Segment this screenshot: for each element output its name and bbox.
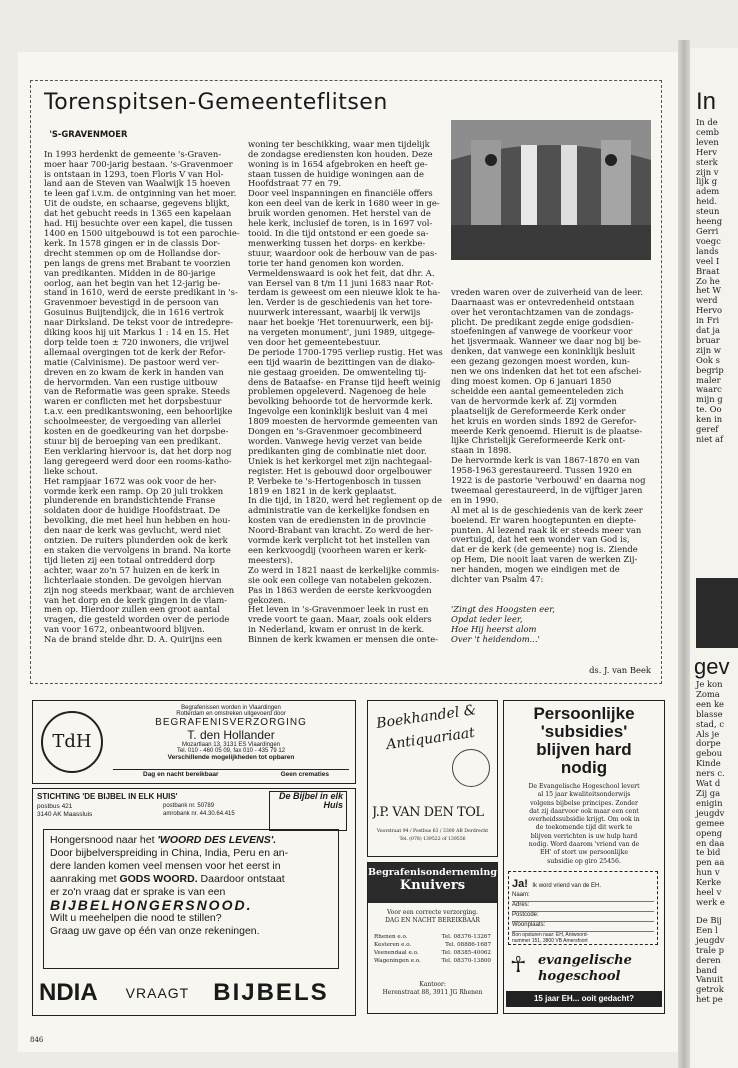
article-column-3	[451, 268, 651, 686]
hollander-line1: Begrafenissen worden in Vlaardingen	[181, 705, 281, 711]
bijbel-footer-1: NDIA	[39, 979, 98, 1006]
boekhandel-script-2: Antiquariaat	[385, 724, 476, 754]
right-title: In	[696, 88, 717, 115]
right-page	[690, 48, 738, 1068]
ehs-banner: 15 jaar EH... ooit gedacht?	[506, 991, 662, 1007]
article-text-3: vreden waren over de zuiverheid van de leer. Daarnaast was er ontevredenheid ontstaan over het verontachtzamen van de zondags- plicht. De predikant zegde enige godsdien- stoefeningen af vanwege de voorkeur voor het ijsvermaak. Wanneer we daar nog bij be- denken, dat vanwege een koninklijk besluit een gezang gezongen moest worden, kun- nen we ons indenken dat het tot een afschei- ding moest komen. Op 6 januari 1850 scheidde een aantal gemeenteleden zich van de hervormde kerk af. Zij vormden plaatselijk de Gereformeerde Kerk onder het kruis en worden sinds 1892 de Gerefor- meerde Kerk genoemd. Hieruit is de plaatse- lijke Christelijk Gereformeerde Kerk ont- staan in 1898. De hervormde kerk is van 1867-1870 en van 1958-1963 gerestaureerd. Tussen 1920 en 1922 is de pastorie 'verbouwd' en daarna nog tweemaal gerestaureerd, in de vijftiger jaren en in 1990. Al met al is de geschiedenis van de kerk zeer boeiend. Er waren hoogtepunten en diepte- punten. Al lezend raak ik er steeds meer van overtuigd, dat het een wonder van God is, dat er de kerk (de gemeente) nog is. Ziende op Hem, Die nooit laat varen de werken Zij- ner handen, mogen we eindigen met de dichter van Psalm 47:	[451, 286, 646, 585]
knuivers-ad	[367, 862, 498, 1014]
hollander-phone: Tel. 010 - 460 05 09, fax 010 - 435 79 12	[176, 748, 286, 754]
hollander-address: Mozartlaan 13, 3131 ES Vlaardingen	[181, 742, 281, 748]
knuivers-place-phone: Tel. 08385-40062	[441, 950, 491, 956]
hollander-insurance: Verschillende mogelijkheden tot opbaren	[167, 754, 295, 761]
bijbel-footer-3: BIJBELS	[213, 979, 329, 1006]
ehs-send: Bon opsturen naar: EH, Antwoord- nummer 151, 3800 VB Amersfoort	[512, 932, 589, 944]
bijbel-amro: amrobank nr. 44.30.64.415	[163, 811, 235, 817]
ehs-body: De Evangelische Hogeschool levert al 15 jaar kwaliteitsonderwijs volgens bijbelse principes. Zonder dat zij daarvoor ook maar een cent overheidssubsidie krijgt. Om ook in de toekomende tijd dit werk te blijven verrichten is uw hulp hard nodig. Word daarom 'vriend van de EH' of stort uw persoonlijke subsidie op giro 25456.	[528, 783, 640, 865]
boekhandel-name: J.P. VAN DEN TOL	[372, 805, 484, 820]
knuivers-places	[374, 933, 491, 965]
bijbel-postbus: postbus 421	[37, 803, 73, 810]
ehs-heading: Persoonlijke 'subsidies' blijven hard nodig	[533, 704, 635, 777]
page-gutter	[678, 40, 690, 1068]
right-text-2: Je kon Zoma een ke blasse stad, c Als je dorpe gebou Kinde ners c. Wat d Zij ga enigin jeugdv gemee openg en daa te bid pen aa hun v Kerke heel v werk e	[696, 679, 725, 907]
hollander-logo: TdH	[41, 711, 103, 773]
ehs-field-city[interactable]: Woonplaats:	[512, 922, 654, 932]
ehs-ja: Ja!	[512, 878, 528, 890]
right-text-3: De Bij Een l jeugdv trale p deren band Vanuit getrok het pe	[696, 915, 725, 1005]
knuivers-office-addr: Herenstraat 88, 3911 JG Rhenen	[382, 989, 483, 996]
knuivers-place-row	[374, 933, 491, 941]
bijbel-footer-2: VRAAGT	[125, 985, 190, 1001]
knuivers-sub2: DAG EN NACHT BEREIKBAAR	[385, 917, 480, 924]
knuivers-sub1: Voor een correcte verzorging.	[387, 909, 478, 916]
knuivers-heading: Begrafenisonderneming	[368, 867, 497, 878]
page-number: 846	[30, 1036, 44, 1044]
knuivers-place-name: Wageningen e.o.	[374, 958, 421, 964]
ehs-logo-icon: ☥	[510, 953, 527, 978]
bijbel-city: 3140 AK Maassluis	[37, 811, 93, 818]
psalm-quote: 'Zingt des Hoogsten eer, Opdat ieder leer, Hoe Hij heerst alom Over 't heidendom...'	[451, 603, 555, 644]
ehs-logo-1: evangelische	[538, 953, 632, 968]
boekhandel-address: Voorstraat 94 / Postbus 63 / 3300 AB Dordrecht	[376, 829, 489, 834]
ehs-ja-text: Ik word vriend van de EH.	[532, 883, 602, 889]
ehs-field-address[interactable]: Adres:	[512, 902, 654, 912]
knuivers-heading-bar	[368, 863, 497, 903]
boekhandel-ad	[367, 700, 498, 857]
bijbel-body2-end: Daardoor ontstaat er zo'n vraag dat er sprake is van een	[50, 873, 285, 898]
hollander-line2: Rotterdam en omstreken uitgevoerd door	[176, 711, 286, 717]
hollander-no-cremation: Geen crematies	[280, 771, 329, 778]
ehs-field-postcode[interactable]: Postcode:	[512, 912, 654, 922]
bijbel-body1-em: 'WOORD DES LEVENS'.	[157, 834, 277, 846]
bijbel-body1: Hongersnood naar het	[50, 834, 158, 846]
bijbel-stichting: STICHTING 'DE BIJBEL IN ELK HUIS'	[37, 792, 178, 801]
church-interior-photo	[451, 120, 651, 260]
ehs-logo-2: hogeschool	[538, 969, 621, 984]
article-column-2	[248, 120, 444, 655]
right-heading-2: gev	[694, 654, 730, 679]
church-photo-image	[451, 120, 651, 260]
knuivers-name: Knuivers	[399, 878, 466, 893]
knuivers-place-name: Kesteren e.o.	[374, 942, 412, 948]
knuivers-place-phone: Tel. 08370-13800	[441, 958, 491, 964]
bijbel-body3: BIJBELHONGERSNOOD.	[50, 897, 253, 913]
knuivers-place-name: Rhenen e.o.	[374, 934, 408, 940]
knuivers-place-name: Veenendaal e.o.	[374, 950, 419, 956]
bijbel-body2-bold: GODS WOORD.	[119, 873, 198, 885]
bijbel-ad	[32, 788, 356, 1016]
article-column-1	[44, 120, 242, 655]
hollander-name: T. den Hollander	[187, 728, 275, 742]
hollander-day-night: Dag en nacht bereikbaar	[143, 771, 219, 778]
article-author: ds. J. van Beek	[589, 665, 651, 676]
ehs-ad	[503, 700, 665, 1014]
hollander-heading: BEGRAFENISVERZORGING	[155, 717, 307, 728]
boekhandel-phone: Tel. (078) 139522 of 139556	[399, 837, 466, 842]
right-photo	[696, 578, 738, 648]
bijbel-postbank: postbank nr. 50789	[163, 803, 215, 809]
knuivers-place-phone: Tel. 08886-1687	[445, 942, 491, 948]
article-heading: 'S-GRAVENMOER	[49, 128, 128, 139]
bijbel-inner-box	[43, 829, 339, 969]
knuivers-place-row	[374, 957, 491, 965]
boekhandel-stamp	[452, 749, 490, 787]
bijbel-body4: Wilt u meehelpen die nood te stillen? Graag uw gave op één van onze rekeningen.	[50, 912, 260, 937]
ehs-field-name[interactable]: Naam:	[512, 892, 654, 902]
article-title: Torenspitsen-Gemeenteflitsen	[44, 90, 388, 115]
hollander-ad	[32, 700, 356, 784]
knuivers-place-phone: Tel. 08376-13267	[441, 934, 491, 940]
bijbel-logo: De Bijbel in elk Huis	[269, 791, 347, 831]
bijbel-body2: Door bijbelverspreiding in China, India, Peru en an- dere landen komen veel mensen voor het eerst in aanraking met	[50, 847, 289, 885]
knuivers-office: Kantoor:	[419, 981, 446, 988]
article-text-2: woning ter beschikking, waar men tijdelijk de zondagse erediensten kon houden. Deze woning is in 1654 afgebroken en heeft ge- staan tussen de huidige woningen aan de Hoofdstraat 77 en 79. Door veel inspanningen en financiële offers kon een deel van de kerk in 1680 weer in ge- bruik worden genomen. Het herstel van de hele kerk, inclusief de toren, is in 1697 vol- tooid. In die tijd ontstond er een goede sa- menwerking tussen het dorps- en kerkbe- stuur, waardoor ook de herbouw van de pas- torie ter hand genomen kon worden. Vermeldenswaard is ook het feit, dat dhr. A. van Eersel van 8 t/m 11 juni 1683 naar Rot- terdam is geweest om een nieuwe klok te ha- len. Verder is de geschiedenis van het tore- nuurwerk interessant, waarbij ik verwijs naar het boekje 'Het torenuurwerk, een bij- na vergeten monument', juni 1989, uitgege- ven door het gemeentebestuur. De periode 1700-1795 verliep rustig. Het was een tijd waarin de bezittingen van de diako- nie gestaag groeiden. De omwenteling tij- dens de Bataafse- en Franse tijd heeft weinig problemen opgeleverd. Nagenoeg de hele bevolking behoorde tot de hervormde kerk. Ingevolge een koninklijk besluit van 4 mei 1809 moesten de hervormde gemeenten van Dongen en 's-Gravenmoer gecombineerd worden. Vanwege hevig verzet van beide predikanten ging de combinatie niet door. Uniek is het kerkorgel met zijn nachtegaal- register. Het is gebouwd door orgelbouwer P. Verbeke te 's-Hertogenbosch in tussen 1819 en 1821 in de kerk geplaatst. In die tijd, in 1820, werd het reglement op de administratie van de kerkelijke fondsen en kosten van de erediensten in de provincie Noord-Brabant van kracht. Zo werd de her- vormde kerk verplicht tot het instellen van een kerkvoogdij (voorheen waren er kerk- meesters). Zo werd in 1821 naast de kerkelijke commis- sie ook een college van notabelen gekozen. Pas in 1863 werden de eerste kerkvoogden gekozen. Het leven in 's-Gravenmoer leek in rust en vrede voort te gaan. Maar, zoals ook elders in Nederland, kwam er onrust in de kerk. Binnen de kerk kwamen er mensen die onte-	[248, 138, 443, 645]
boekhandel-script-1: Boekhandel &	[375, 702, 478, 732]
ehs-form	[508, 871, 658, 945]
knuivers-place-row	[374, 941, 491, 949]
article-text-1: In 1993 herdenkt de gemeente 's-Graven- moer haar 700-jarig bestaan. 's-Gravenmoer is ontstaan in 1293, toen Floris V van Hol- land aan de Steven van Waalwijk 15 hoeven te leen gaf i.v.m. de ontginning van het moer. Uit de oudste, en schaarse, gegevens blijkt, dat het gebucht reeds in 1365 een kapelaan had. Hij besuchte over een kapel, die tussen 1400 en 1500 uitgebouwd is tot een parochie- kerk. In 1578 gingen er in de classis Dor- drecht stemmen op om de Hollandse dor- pen langs de grens met Brabant te voorzien van predikanten. Midden in de 80-jarige oorlog, aan het begin van het 12-jarig be- stand in 1610, werd de eerste predikant in 's- Gravenmoer bevestigd in de persoon van Gosuinus Buijtendijck, die in 1616 vertrok naar Dirksland. De tekst voor de intredepre- diking koos hij uit Markus 1 : 14 en 15. Het dorp telde toen ± 720 inwoners, die vrijwel allemaal overgingen tot de kerk der Refor- matie (Calvinisme). De pastoor werd ver- dreven en zo kwam de kerk in handen van de hervormden. Van een rustige uitbouw van de Reformatie was geen sprake. Steeds waren er conflicten met het dorpsbestuur t.a.v. een predikantswoning, een behoorlijke schoolmeester, de vergoeding van allerlei kosten en de goedkeuring van het dorpsbe- stuur bij de beroeping van een predikant. Een verklaring hiervoor is, dat het dorp nog lang geregeerd werd door een rooms-katho- lieke schout. Het rampjaar 1672 was ook voor de her- vormde kerk een ramp. Op 20 juli trokken plunderende en brandstichtende Franse soldaten door de huidige Hoofdstraat. De bevolking, die met heel hun hebben en hou- den naar de kerk was gevlucht, werd niet ontzien. De ruiters plunderden ook de kerk en staken die vervolgens in brand. Na korte tijd lieten zij een totaal ontredderd dorp achter, waar zo'n 57 huizen en de kerk in lichterlaaie stonden. De gevolgen hiervan zijn nog steeds merkbaar, want de archieven van het dorp en de kerk gingen in de vlam- men op. Hierdoor zullen een groot aantal vragen, die gesteld worden over de periode van voor 1672, onbeantwoord blijven. Na de brand stelde dhr. D. A. Quirijns een	[44, 148, 240, 645]
right-text-1: In de cemb leven Herv sterk zijn v lijk g adem heid. steun heeng Gerri voegc lands veel I Braat Zo he het W werd Hervo in Fri dat ja bruar zijn w Ook s begrip maler waarc mijn g te. Oo ken in geref niet af	[696, 117, 724, 444]
knuivers-place-row	[374, 949, 491, 957]
